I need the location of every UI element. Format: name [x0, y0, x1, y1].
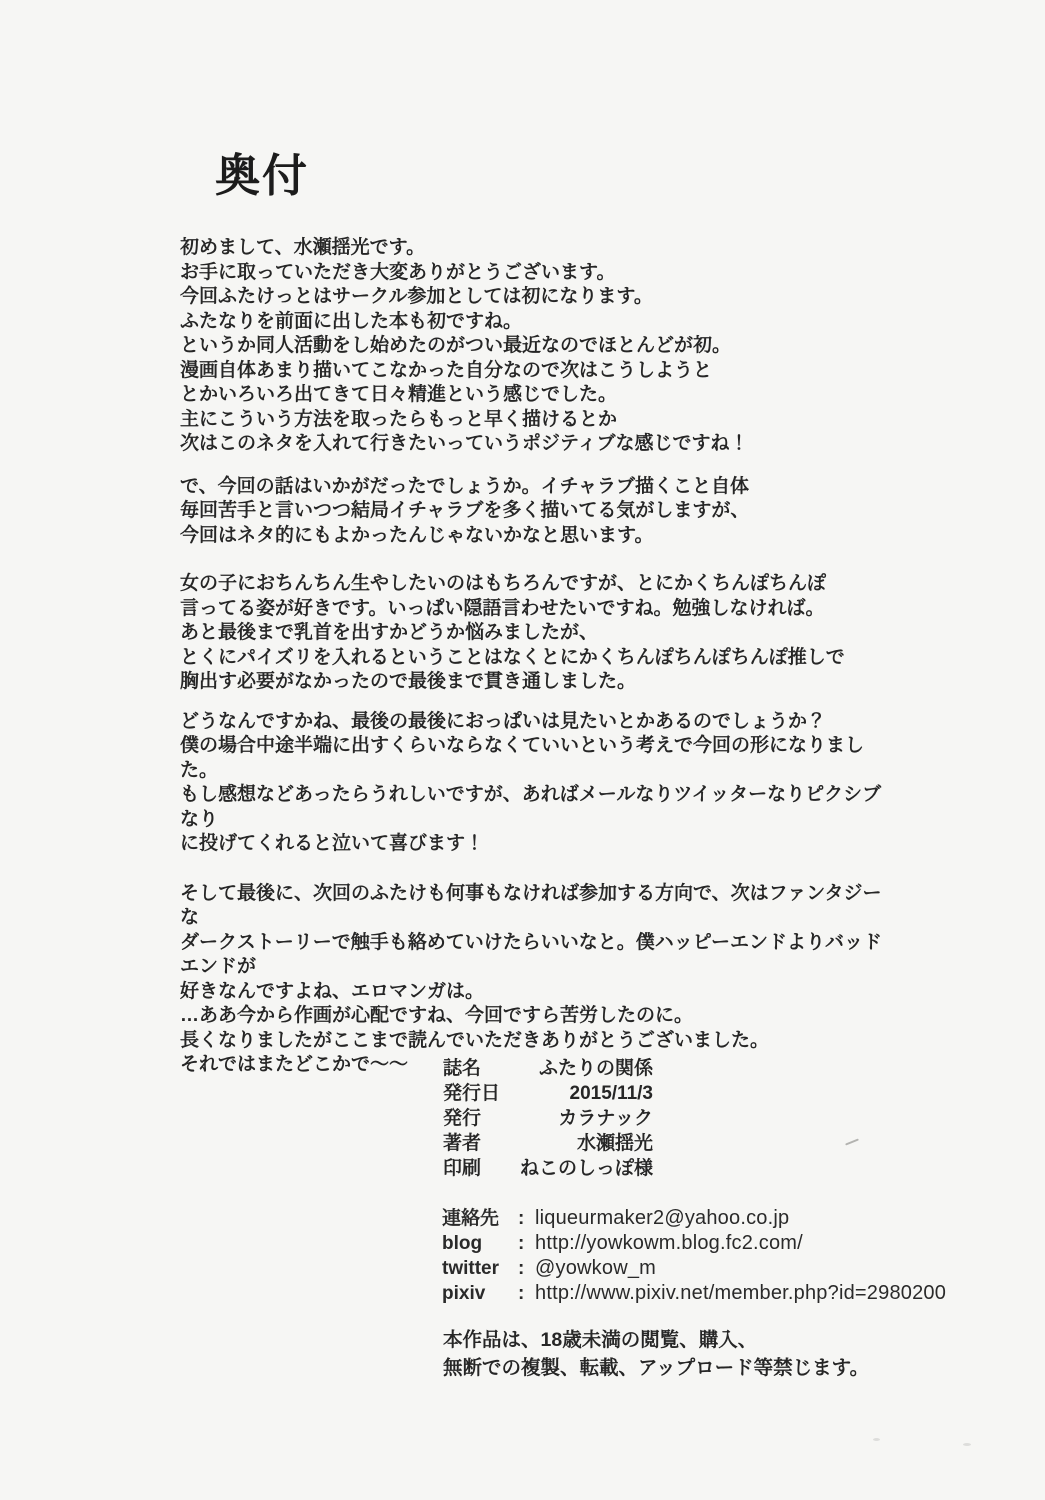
- text-line: 長くなりましたがここまで読んでいただきありがとうございました。: [180, 1029, 770, 1051]
- contact-row: [442, 1281, 972, 1306]
- afterword-paragraph: [180, 236, 900, 457]
- page-title: 奥付: [215, 150, 310, 201]
- text-line: に投げてくれると泣いて喜びます！: [180, 833, 485, 854]
- contact-row: [442, 1206, 972, 1231]
- publication-info: [443, 1056, 653, 1181]
- contact-row: [442, 1231, 972, 1256]
- contact-email: liqueurmaker2@yahoo.co.jp: [535, 1207, 790, 1229]
- blog-url: http://yowkowm.blog.fc2.com/: [535, 1232, 803, 1254]
- text-line: とくにパイズリを入れるということはなくとにかくちんぽちんぽちんぽ推しで: [180, 646, 845, 668]
- printer-name: ねこのしっぽ様: [519, 1158, 653, 1179]
- scan-artifact-dot: [963, 1443, 971, 1446]
- contact-separator: :: [518, 1208, 525, 1229]
- contact-label: blog: [442, 1233, 483, 1254]
- contact-label: 連絡先: [442, 1208, 500, 1229]
- publication-label: 著者: [443, 1133, 482, 1154]
- publication-row: [443, 1081, 653, 1106]
- text-line: 次はこのネタを入れて行きたいっていうポジティブな感じですね！: [180, 433, 749, 454]
- publication-row: [443, 1131, 653, 1156]
- contact-separator: :: [518, 1258, 525, 1279]
- text-line: ふたなりを前面に出した本も初ですね。: [180, 310, 523, 332]
- contact-info: [442, 1206, 972, 1306]
- text-line: 言ってる姿が好きです。いっぱい隠語言わせたいですね。勉強しなければ。: [180, 597, 825, 619]
- text-line: 主にこういう方法を取ったらもっと早く描けるとか: [180, 408, 618, 430]
- text-line: ダークストーリーで触手も絡めていけたらいいなと。僕ハッピーエンドよりバッドエンドが: [180, 931, 883, 977]
- circle-name: カラナック: [558, 1108, 653, 1129]
- publication-date: 2015/11/3: [569, 1083, 653, 1104]
- publication-label: 誌名: [443, 1058, 482, 1079]
- twitter-handle: @yowkow_m: [535, 1257, 657, 1279]
- publication-row: [443, 1056, 653, 1081]
- text-line: 今回はネタ的にもよかったんじゃないかなと思います。: [180, 524, 654, 546]
- contact-separator: :: [518, 1283, 525, 1304]
- contact-separator: :: [518, 1233, 525, 1254]
- publication-row: [443, 1156, 653, 1181]
- afterword-text: [180, 236, 900, 1078]
- publication-label: 発行日: [443, 1083, 501, 1104]
- text-line: とかいろいろ出てきて日々精進という感じでした。: [180, 384, 618, 405]
- pixiv-url: http://www.pixiv.net/member.php?id=2980200: [535, 1282, 947, 1304]
- publication-label: 印刷: [443, 1158, 482, 1179]
- book-title: ふたりの関係: [538, 1058, 653, 1079]
- disclaimer-line: 本作品は、18歳未満の閲覧、購入、: [443, 1329, 758, 1351]
- afterword-paragraph: [180, 572, 900, 695]
- text-line: 漫画自体あまり描いてこなかった自分なので次はこうしようと: [180, 359, 713, 381]
- text-line: あと最後まで乳首を出すかどうか悩みましたが、: [180, 622, 599, 643]
- publication-row: [443, 1106, 653, 1131]
- text-line: 女の子におちんちん生やしたいのはもちろんですが、とにかくちんぽちんぽ: [180, 573, 827, 594]
- text-line: そして最後に、次回のふたけも何事もなければ参加する方向で、次はファンタジーな: [180, 882, 882, 928]
- text-line: 初めまして、水瀬揺光です。: [180, 237, 426, 258]
- text-line: お手に取っていただき大変ありがとうございます。: [180, 261, 616, 283]
- disclaimer-line: 無断での複製、転載、アップロード等禁じます。: [443, 1357, 870, 1379]
- afterword-paragraph: [180, 882, 900, 1078]
- contact-row: [442, 1256, 972, 1281]
- scan-artifact-dot: [873, 1438, 880, 1441]
- text-line: 僕の場合中途半端に出すくらいならなくていいという考えで今回の形になりました。: [180, 735, 865, 781]
- text-line: もし感想などあったらうれしいですが、あればメールなりツイッターなりピクシブなり: [180, 784, 882, 830]
- text-line: で、今回の話はいかがだったでしょうか。イチャラブ描くこと自体: [180, 475, 750, 497]
- text-line: どうなんですかね、最後の最後におっぱいは見たいとかあるのでしょうか？: [180, 710, 827, 732]
- text-line: 毎回苦手と言いつつ結局イチャラブを多く描いてる気がしますが、: [180, 500, 750, 521]
- text-line: 好きなんですよね、エロマンガは。: [180, 980, 485, 1002]
- text-line: というか同人活動をし始めたのがつい最近なのでほとんどが初。: [180, 335, 732, 356]
- publication-label: 発行: [443, 1108, 482, 1129]
- contact-label: pixiv: [442, 1283, 486, 1304]
- text-line: それではまたどこかで～～: [180, 1054, 409, 1075]
- text-line: …ああ今から作画が心配ですね、今回ですら苦労したのに。: [180, 1005, 694, 1026]
- afterword-paragraph: [180, 475, 900, 549]
- author-name: 水瀬揺光: [576, 1133, 653, 1154]
- contact-label: twitter: [442, 1258, 499, 1279]
- text-line: 今回ふたけっとはサークル参加としては初になります。: [180, 286, 653, 307]
- scan-artifact-mark: [845, 1138, 859, 1145]
- text-line: 胸出す必要がなかったので最後まで貫き通しました。: [180, 671, 637, 692]
- disclaimer: [443, 1326, 869, 1382]
- afterword-paragraph: [180, 710, 900, 857]
